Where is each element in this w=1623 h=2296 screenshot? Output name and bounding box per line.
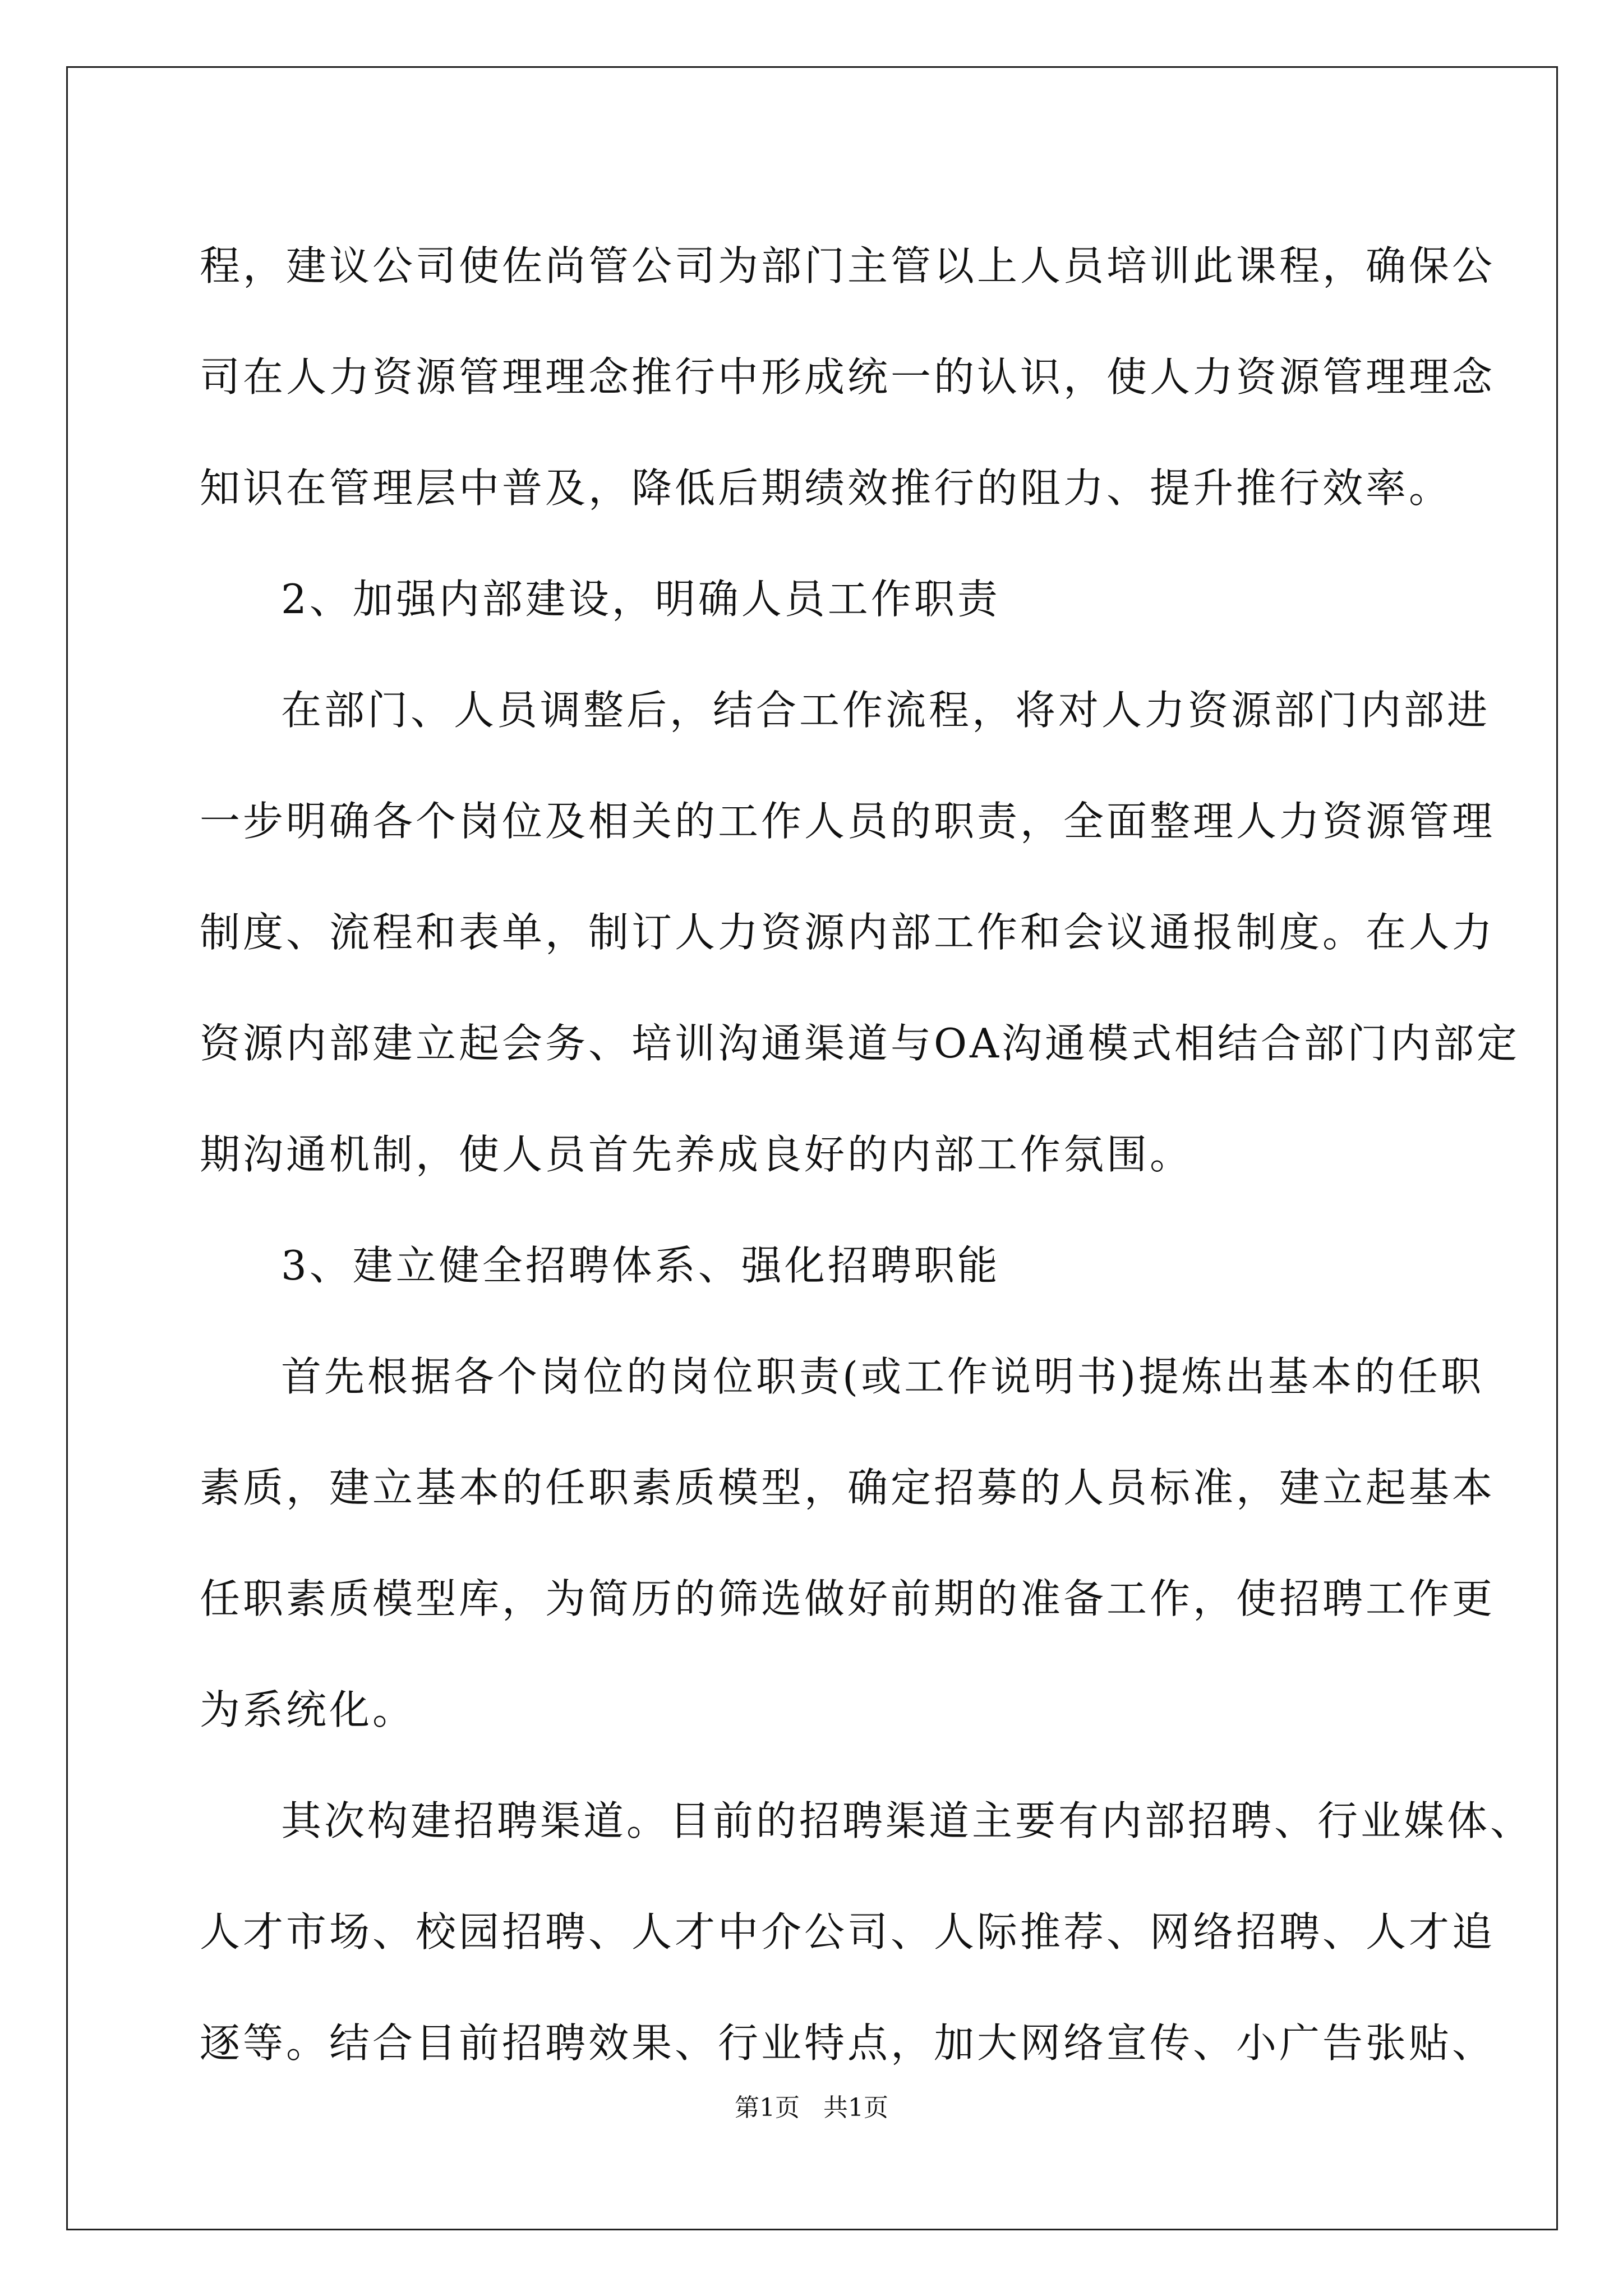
page-footer: 第1页 共1页 xyxy=(735,2093,888,2122)
text-line: 首先根据各个岗位的岗位职责(或工作说明书)提炼出基本的任职 xyxy=(281,1353,1484,1400)
text-line: 人才市场、校园招聘、人才中介公司、人际推荐、网络招聘、人才追 xyxy=(200,1908,1496,1955)
text-line: 期沟通机制，使人员首先养成良好的内部工作氛围。 xyxy=(200,1131,1193,1178)
text-line: 资源内部建立起会务、培训沟通渠道与OA沟通模式相结合部门内部定 xyxy=(200,1020,1520,1067)
text-line: 制度、流程和表单，制订人力资源内部工作和会议通报制度。在人力 xyxy=(200,909,1496,956)
text-line: 任职素质模型库，为简历的筛选做好前期的准备工作，使招聘工作更 xyxy=(200,1575,1496,1622)
text-line: 其次构建招聘渠道。目前的招聘渠道主要有内部招聘、行业媒体、 xyxy=(281,1797,1534,1844)
text-line: 为系统化。 xyxy=(200,1686,416,1733)
section-heading: 3、建立健全招聘体系、强化招聘职能 xyxy=(281,1242,1000,1289)
document-body xyxy=(200,210,1534,2099)
text-line: 素质，建立基本的任职素质模型，确定招募的人员标准，建立起基本 xyxy=(200,1464,1496,1511)
text-line: 程，建议公司使佐尚管公司为部门主管以上人员培训此课程，确保公 xyxy=(200,242,1496,289)
text-line: 司在人力资源管理理念推行中形成统一的认识，使人力资源管理理念 xyxy=(200,353,1496,401)
text-line: 一步明确各个岗位及相关的工作人员的职责，全面整理人力资源管理 xyxy=(200,798,1496,845)
section-heading: 2、加强内部建设，明确人员工作职责 xyxy=(281,576,1000,623)
text-line: 在部门、人员调整后，结合工作流程，将对人力资源部门内部进 xyxy=(281,687,1491,734)
text-line: 知识在管理层中普及，降低后期绩效推行的阻力、提升推行效率。 xyxy=(200,464,1453,512)
text-line: 逐等。结合目前招聘效果、行业特点，加大网络宣传、小广告张贴、 xyxy=(200,2019,1496,2067)
